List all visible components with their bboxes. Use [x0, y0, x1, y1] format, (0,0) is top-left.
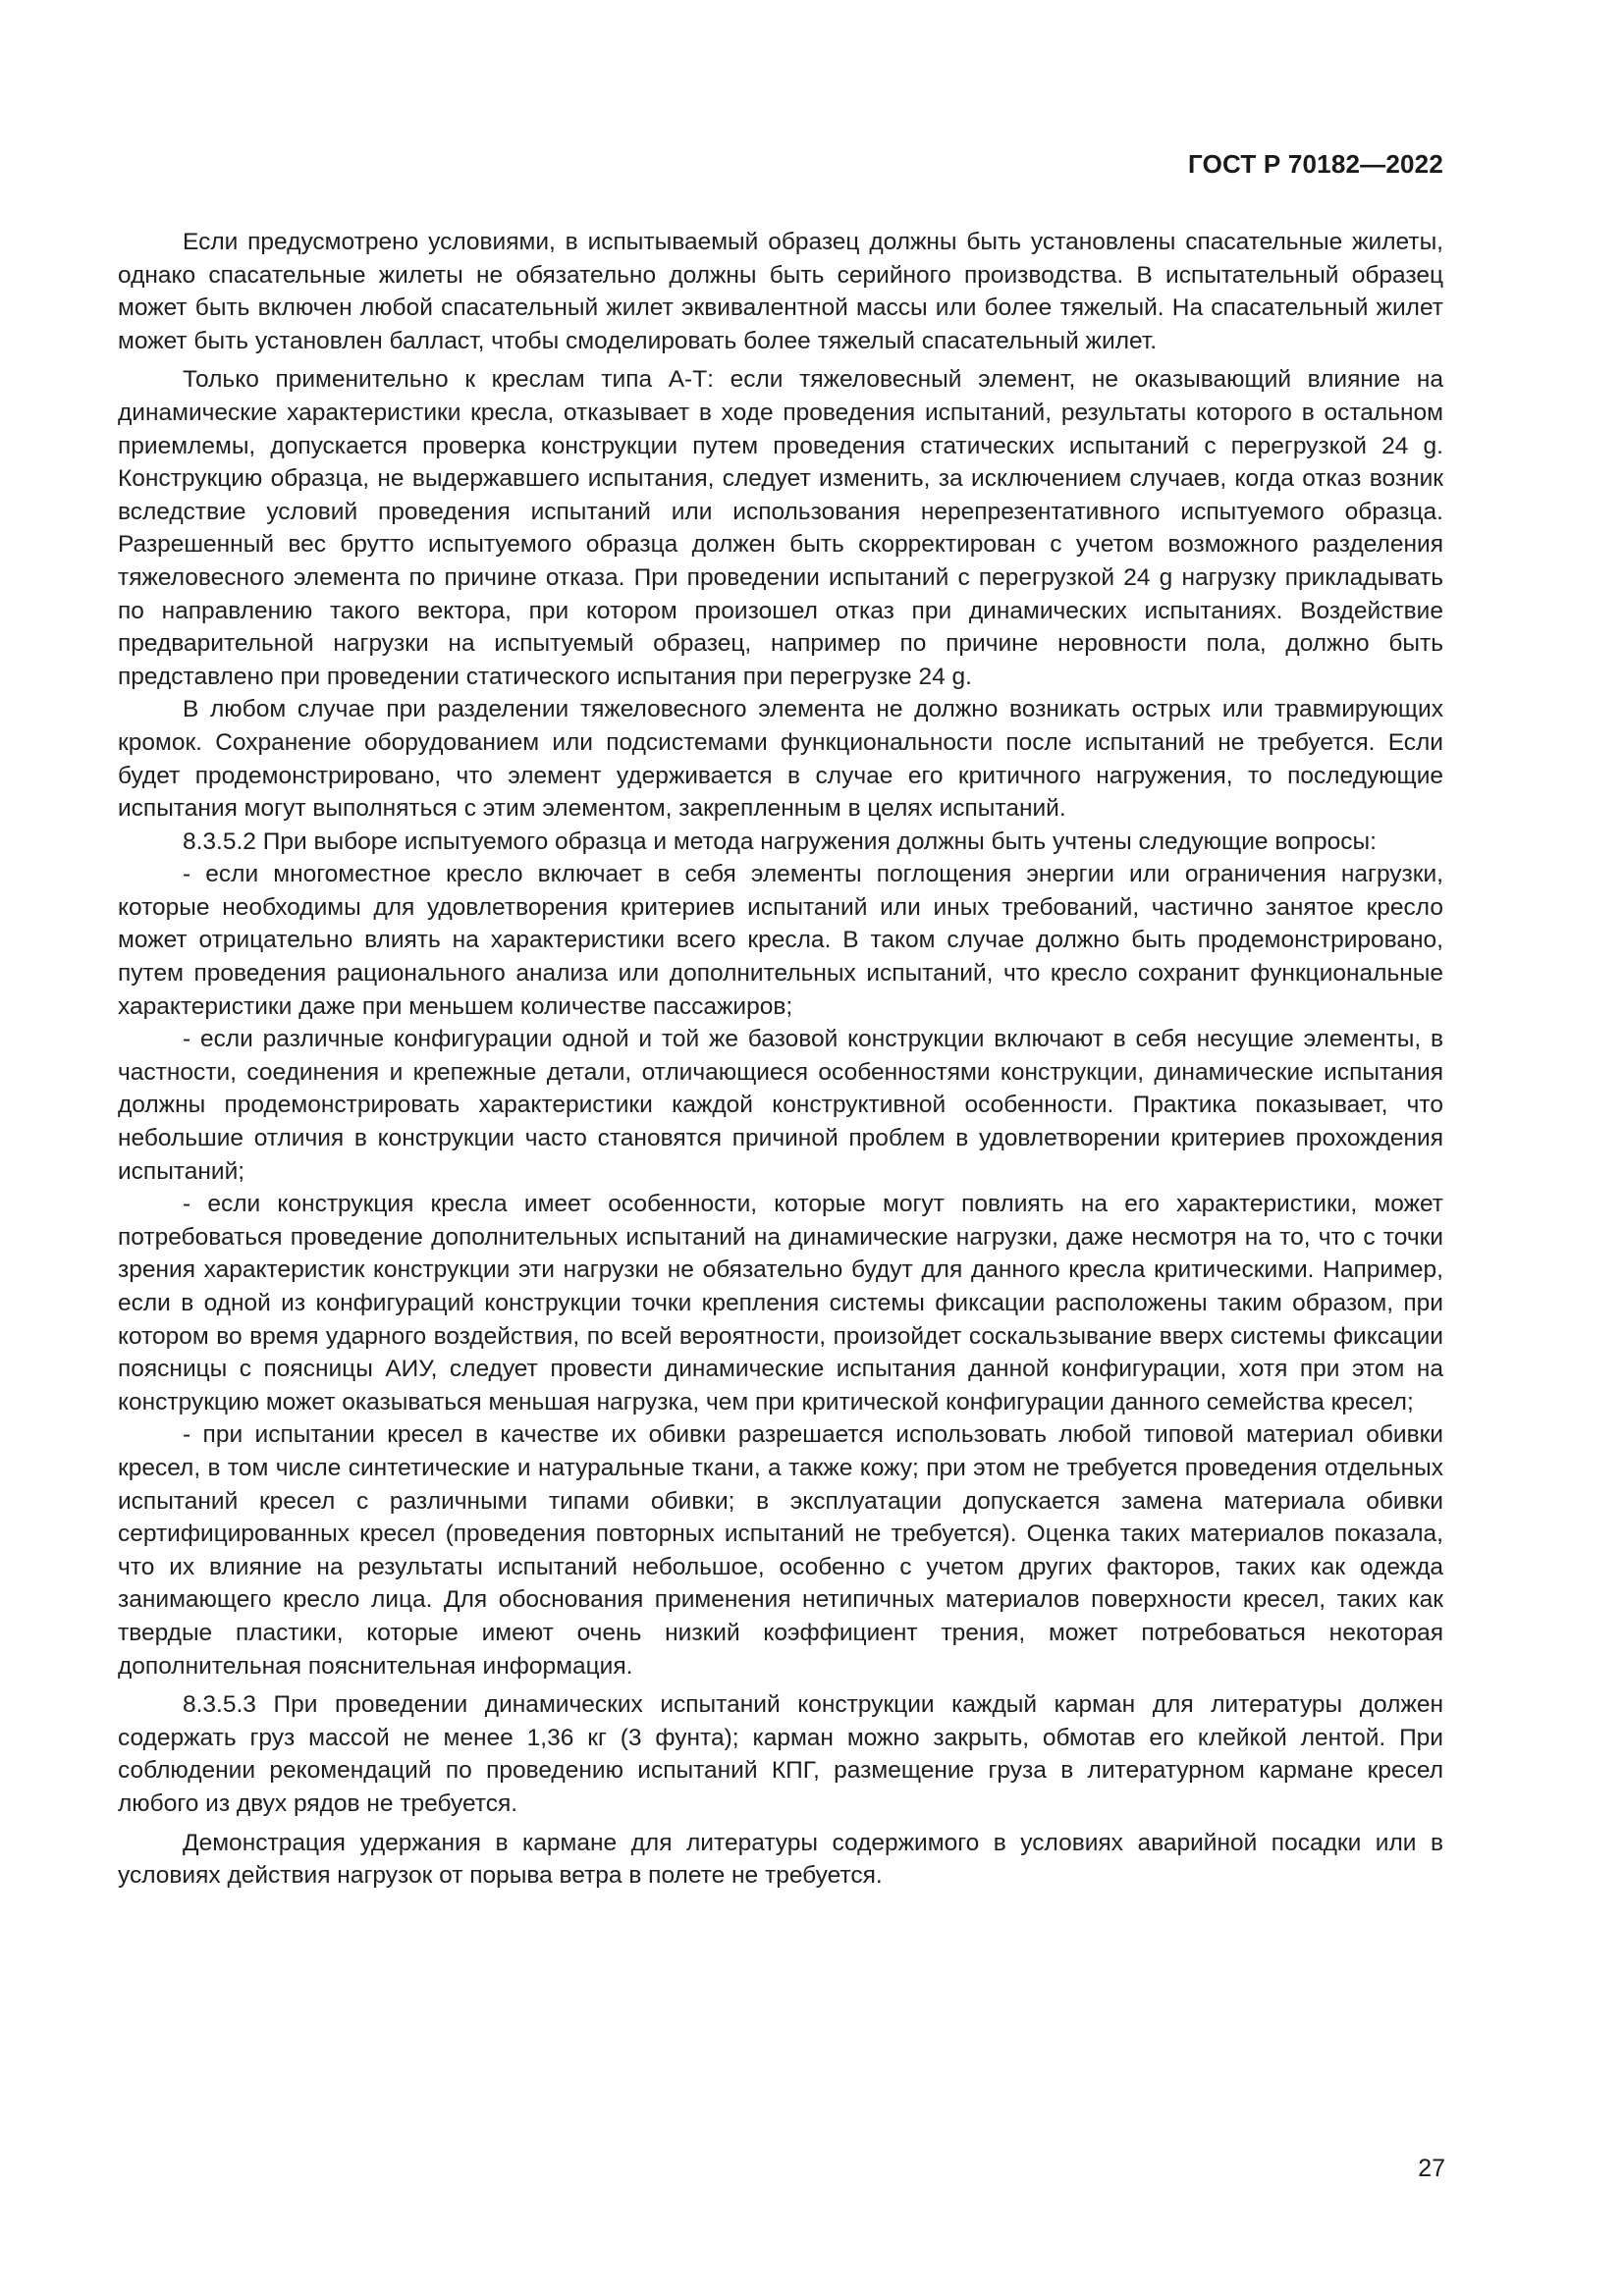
list-item-configurations: - если различные конфигурации одной и той же базовой конструкции включают в себя несущие элементы, в частности, соединения и крепежные детали, отличающиеся особенностями конструкции, динамические испытания должны продемонстрировать характеристики каждой конструктивной особенности. Практика показывает, что небольшие отличия в конструкции часто становятся причиной проблем в удовлетворении критериев прохождения испытаний; — [118, 1026, 1443, 1185]
paragraph-clause-8-3-5-3: 8.3.5.3 При проведении динамических испытаний конструкции каждый карман для литературы должен содержать груз массой не менее 1,36 кг (3 фунта); карман можно закрыть, обмотав его клейкой лентой. При соблюдении рекомендаций по проведению испытаний КПГ, размещение груза в литературном кармане кресел любого из двух рядов не требуется. — [118, 1691, 1443, 1817]
paragraph-life-vests: Если предусмотрено условиями, в испытываемый образец должны быть установлены спасательные жилеты, однако спасательные жилеты не обязательно должны быть серийного производства. В испытательный образец может быть включен любой спасательный жилет эквивалентной массы или более тяжелый. На спасательный жилет может быть установлен балласт, чтобы смоделировать более тяжелый спасательный жилет. — [118, 229, 1443, 354]
list-item-upholstery: - при испытании кресел в качестве их обивки разрешается использовать любой типовой материал обивки кресел, в том числе синтетические и натуральные ткани, а также кожу; при этом не требуется проведения отдельных испытаний кресел с различными типами обивки; в эксплуатации допускается замена материала обивки сертифицированных кресел (проведения повторных испытаний не требуется). Оценка таких материалов показала, что их влияние на результаты испытаний небольшое, особенно с учетом других факторов, таких как одежда занимающего кресло лица. Для обоснования применения нетипичных материалов поверхности кресел, таких как твердые пластики, которые имеют очень низкий коэффициент трения, может потребоваться некоторая дополнительная пояснительная информация. — [118, 1421, 1443, 1680]
paragraph-heavy-element-separation: В любом случае при разделении тяжеловесного элемента не должно возникать острых или травмирующих кромок. Сохранение оборудованием или подсистемами функциональности после испытаний не требуется. Если будет продемонстрировано, что элемент удерживается в случае его критичного нагружения, то последующие испытания могут выполняться с этим элементом, закрепленным в целях испытаний. — [118, 696, 1443, 823]
document-code-header: ГОСТ Р 70182—2022 — [1188, 149, 1443, 179]
page-number: 27 — [1418, 2155, 1445, 2182]
paragraph-literature-pocket: Демонстрация удержания в кармане для литературы содержимого в условиях аварийной посадки или в условиях действия нагрузок от порыва ветра в полете не требуется. — [118, 1829, 1443, 1890]
document-body — [118, 226, 1443, 1893]
list-item-design-features: - если конструкция кресла имеет особенности, которые могут повлиять на его характеристики, может потребоваться проведение дополнительных испытаний на динамические нагрузки, даже несмотря на то, что с точки зрения характеристик конструкции эти нагрузки не обязательно будут для данного кресла критическими. Например, если в одной из конфигураций конструкции точки крепления системы фиксации расположены таким образом, при котором во время ударного воздействия, по всей вероятности, произойдет соскальзывание вверх системы фиксации поясницы с поясницы АИУ, следует провести динамические испытания данной конфигурации, хотя при этом на конструкцию может оказываться меньшая нагрузка, чем при критической конфигурации данного семейства кресел; — [118, 1191, 1443, 1415]
list-item-multi-seat: - если многоместное кресло включает в себя элементы поглощения энергии или ограничения нагрузки, которые необходимы для удовлетворения критериев испытаний или иных требований, частично занятое кресло может отрицательно влиять на характеристики всего кресла. В таком случае должно быть продемонстрировано, путем проведения рационального анализа или дополнительных испытаний, что кресло сохранит функциональные характеристики даже при меньшем количестве пассажиров; — [118, 861, 1443, 1020]
paragraph-type-a-t-seats: Только применительно к креслам типа А-Т: если тяжеловесный элемент, не оказывающий влияние на динамические характеристики кресла, отказывает в ходе проведения испытаний, результаты которого в остальном приемлемы, допускается проверка конструкции путем проведения статических испытаний с перегрузкой 24 g. Конструкцию образца, не выдержавшего испытания, следует изменить, за исключением случаев, когда отказ возник вследствие условий проведения испытаний или использования нерепрезентативного испытуемого образца. Разрешенный вес брутто испытуемого образца должен быть скорректирован с учетом возможного разделения тяжеловесного элемента по причине отказа. При проведении испытаний с перегрузкой 24 g нагрузку прикладывать по направлению такого вектора, при котором произошел отказ при динамических испытаниях. Воздействие предварительной нагрузки на испытуемый образец, например по причине неровности пола, должно быть представлено при проведении статического испытания при перегрузке 24 g. — [118, 366, 1443, 690]
paragraph-clause-8-3-5-2: 8.3.5.2 При выборе испытуемого образца и метода нагружения должны быть учтены следующие вопросы: — [183, 828, 1377, 855]
